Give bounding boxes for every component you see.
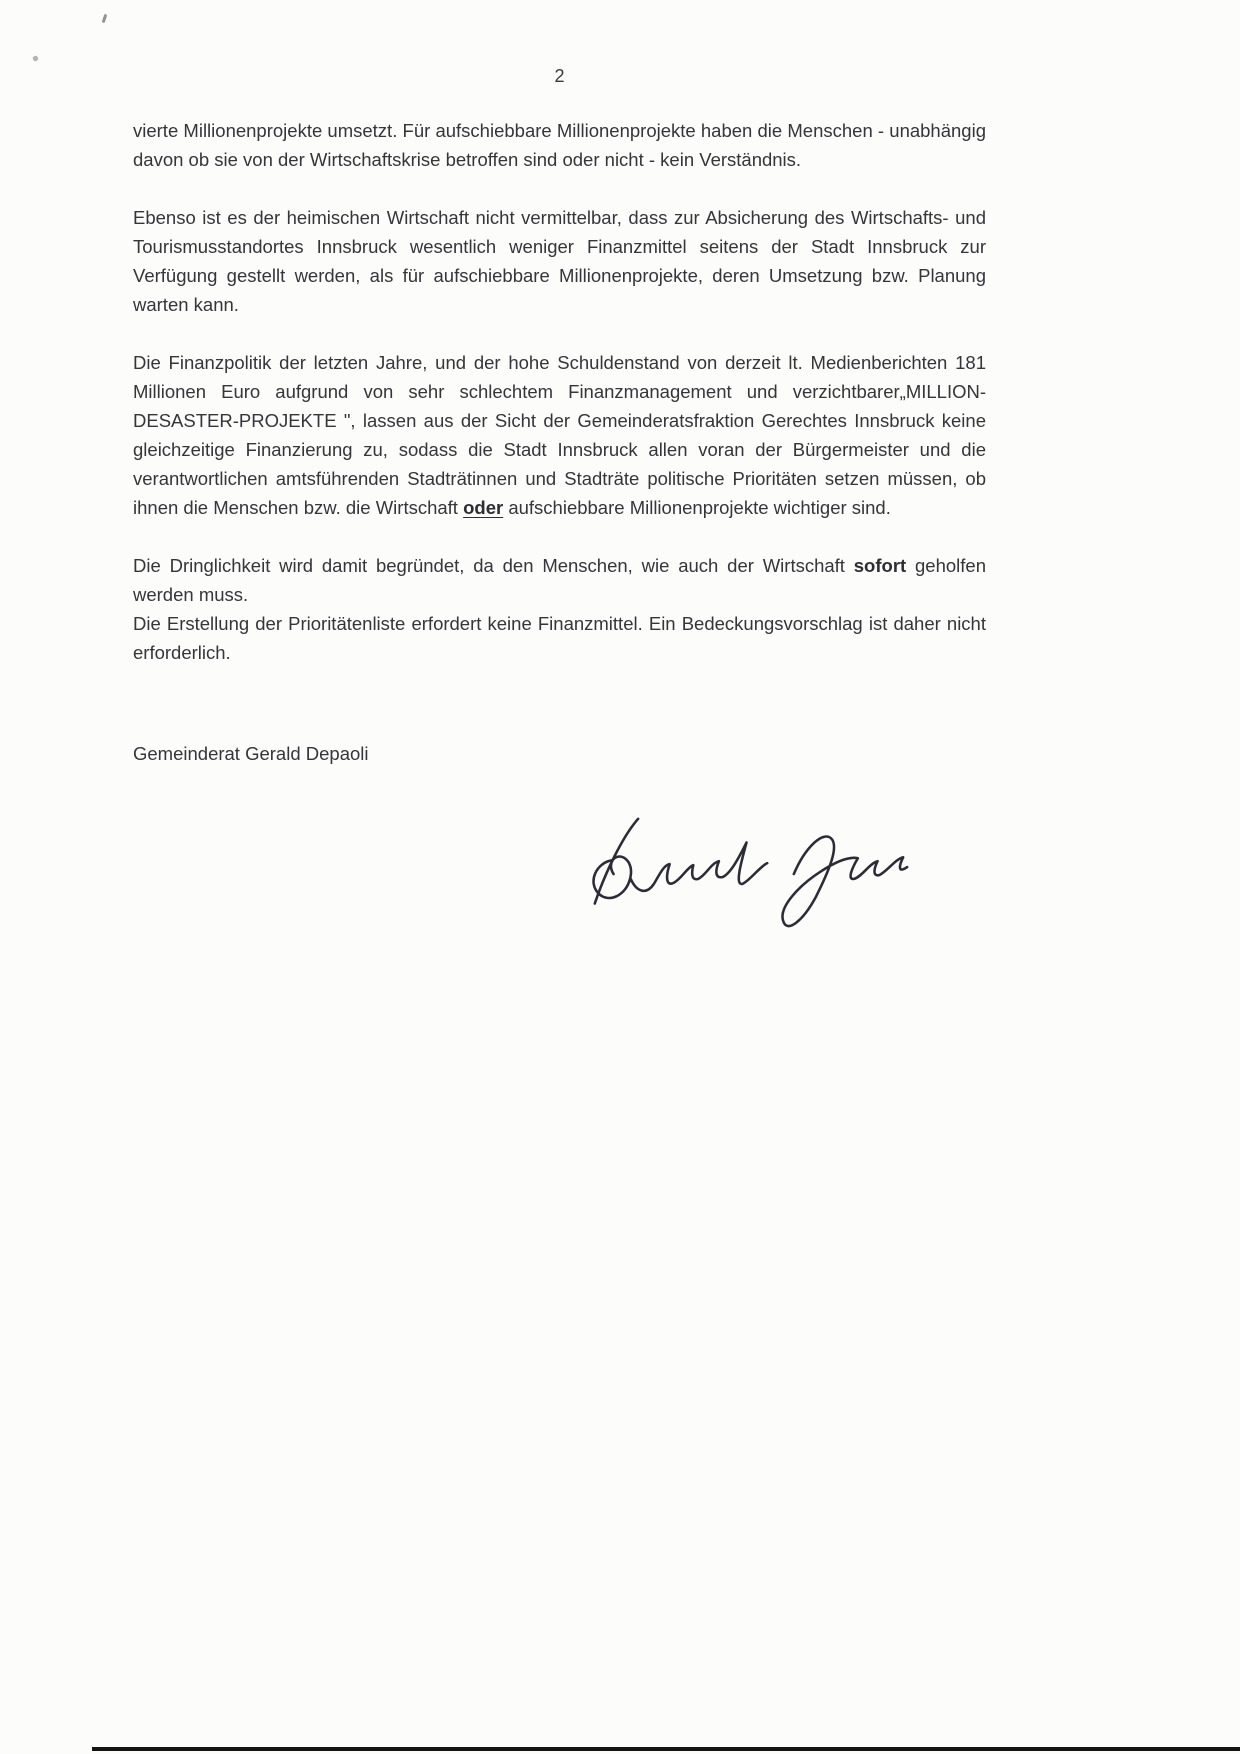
- paragraph-2: Ebenso ist es der heimischen Wirtschaft nicht vermittelbar, dass zur Absicherung des Wirtschafts- und Tourismusstandortes Innsbruck wesentlich weniger Finanzmittel seitens der Stadt Innsbruck zur Verfügung gestellt werden, als für aufschiebbare Millionenprojekte, deren Umsetzung bzw. Planung warten kann.: [133, 207, 986, 315]
- signatory-name: Gemeinderat Gerald Depaoli: [133, 743, 369, 764]
- scan-artifact-mark: [32, 55, 39, 62]
- paragraph-text: Die Erstellung der Prioritätenliste erfordert keine Finanzmittel. Ein Bedeckungsvorschlag ist daher nicht erforderlich.: [133, 613, 986, 663]
- paragraph-text: Die Finanzpolitik der letzten Jahre, und der hohe Schuldenstand von derzeit lt. Medienberichten 181 Millionen Euro aufgrund von sehr schlechtem Finanzmanagement und verzichtbarer„MILLION-DESASTER-PROJEKTE ", lassen aus der Sicht der Gemeinderatsfraktion Gerechtes Innsbruck keine gleichzeitige Finanzierung zu, sodass die Stadt Innsbruck allen voran der Bürgermeister und die verantwortlichen amtsführenden Stadträtinnen und Stadträte politische Prioritäten setzen müssen, ob ihnen die Menschen bzw. die Wirtschaft: [133, 352, 986, 518]
- emphasis-sofort: sofort: [853, 555, 907, 576]
- signature-strokes: [581, 808, 916, 940]
- paragraph-text: Die Dringlichkeit wird damit begründet, da den Menschen, wie auch der Wirtschaft: [133, 555, 854, 576]
- scan-edge-artifact: [92, 1747, 1240, 1751]
- paragraph-3: [133, 348, 986, 522]
- paragraph-1: vierte Millionenprojekte umsetzt. Für aufschiebbare Millionenprojekte haben die Menschen - unabhängig davon ob sie von der Wirtschaftskrise betroffen sind oder nicht - kein Verständnis.: [133, 120, 986, 170]
- paragraph-text: aufschiebbare Millionenprojekte wichtiger sind.: [503, 497, 891, 518]
- document-body: [133, 116, 986, 940]
- paragraph-4: [133, 551, 986, 667]
- scan-artifact-mark: [102, 14, 108, 23]
- page-number: 2: [554, 66, 565, 86]
- paragraph-text: geholfen werden muss.: [133, 555, 986, 605]
- emphasis-oder: oder: [463, 497, 504, 518]
- handwritten-signature-image: [581, 808, 916, 940]
